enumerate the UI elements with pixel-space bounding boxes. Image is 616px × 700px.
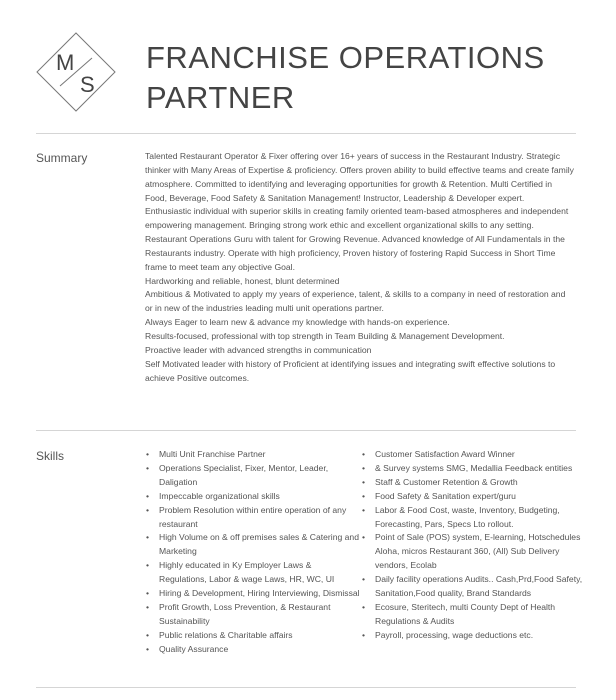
summary-paragraph: Restaurant Operations Guru with talent for Growing Revenue. Advanced knowledge of All Fundamentals in the Restaurants industry. Operate with high proficiency, Proven history of fostering Rapid Success in Short Time frame to meet team any objective Goal. — [145, 234, 565, 272]
skill-item: • Public relations & Charitable affairs — [145, 629, 361, 643]
summary-paragraph: Hardworking and reliable, honest, blunt determined — [145, 275, 340, 286]
skill-item: • Operations Specialist, Fixer, Mentor, Leader, Daligation — [145, 462, 361, 490]
monogram-logo — [36, 32, 116, 112]
divider-top — [36, 133, 576, 134]
summary-paragraph: Proactive leader with advanced strengths in communication — [145, 344, 372, 355]
skill-item: • Point of Sale (POS) system, E-learning, Hotschedules Aloha, micros Restaurant 360, (All) Sub Delivery vendors, Ecolab — [361, 531, 583, 573]
skill-item: • Payroll, processing, wage deductions etc. — [361, 629, 583, 643]
summary-paragraph: Ambitious & Motivated to apply my years of experience, talent, & skills to a company in need of restoration and or in new of the industries leading multi unit operations partner. — [145, 289, 566, 314]
skills-list-left — [145, 448, 361, 657]
skills-section — [145, 448, 585, 657]
skill-item: • Labor & Food Cost, waste, Inventory, Budgeting, Forecasting, Pars, Specs Lto rollout. — [361, 504, 583, 532]
divider-middle — [36, 430, 576, 431]
skill-item: • Multi Unit Franchise Partner — [145, 448, 361, 462]
summary-paragraph: Enthusiastic individual with superior skills in creating family oriented team-based atmospheres and independent empowering management. Bringing strong work ethic and excellent organizational skills to any setting. — [145, 206, 569, 231]
resume-title: FRANCHISE OPERATIONS PARTNER — [146, 40, 545, 115]
skill-item: • Daily facility operations Audits.. Cash,Prd,Food Safety, Sanitation,Food quality, Brand Standards — [361, 573, 583, 601]
monogram-last-initial: S — [80, 72, 95, 97]
skill-item: • Problem Resolution within entire operation of any restaurant — [145, 504, 361, 532]
skill-item: • Impeccable organizational skills — [145, 490, 361, 504]
skill-item: • Hiring & Development, Hiring Interviewing, Dismissal — [145, 587, 361, 601]
divider-bottom — [36, 687, 576, 688]
skill-item: • Staff & Customer Retention & Growth — [361, 476, 583, 490]
skill-item: • Ecosure, Steritech, multi County Dept of Health Regulations & Audits — [361, 601, 583, 629]
skill-item: • Food Safety & Sanitation expert/guru — [361, 490, 583, 504]
summary-paragraph: Self Motivated leader with history of Proficient at identifying issues and integrating swift effective solutions to achieve Positive outcomes. — [145, 358, 556, 383]
skill-item: • Profit Growth, Loss Prevention, & Restaurant Sustainability — [145, 601, 361, 629]
skill-item: • Highly educated in Ky Employer Laws & Regulations, Labor & wage Laws, HR, WC, UI — [145, 559, 361, 587]
skills-label: Skills — [36, 449, 65, 463]
monogram-diamond — [36, 32, 116, 112]
summary-paragraph: Results-focused, professional with top strength in Team Building & Management Development. — [145, 330, 505, 341]
skill-item: • Customer Satisfaction Award Winner — [361, 448, 583, 462]
skill-item: • & Survey systems SMG, Medallia Feedback entities — [361, 462, 583, 476]
skill-item: • Quality Assurance — [145, 643, 361, 657]
summary-paragraph: Talented Restaurant Operator & Fixer offering over 16+ years of success in the Restaurant Industry. Strategic thinker with Many Areas of Expertise & proficiency. Offers proven ability to build effective teams and create family atmosphere. Committed to identifying and leveraging opportunities for growth & Retention. Multi Certified in Food, Beverage, Food Safety & Sanitation Management! Instructor, Leadership & Developer expert. — [145, 151, 574, 203]
monogram-first-initial: M — [56, 50, 75, 75]
skill-item: • High Volume on & off premises sales & Catering and Marketing — [145, 531, 361, 559]
skills-list-right — [361, 448, 583, 657]
summary-label: Summary — [36, 151, 88, 165]
summary-section — [145, 150, 575, 385]
summary-paragraph: Always Eager to learn new & advance my knowledge with hands-on experience. — [145, 317, 450, 328]
